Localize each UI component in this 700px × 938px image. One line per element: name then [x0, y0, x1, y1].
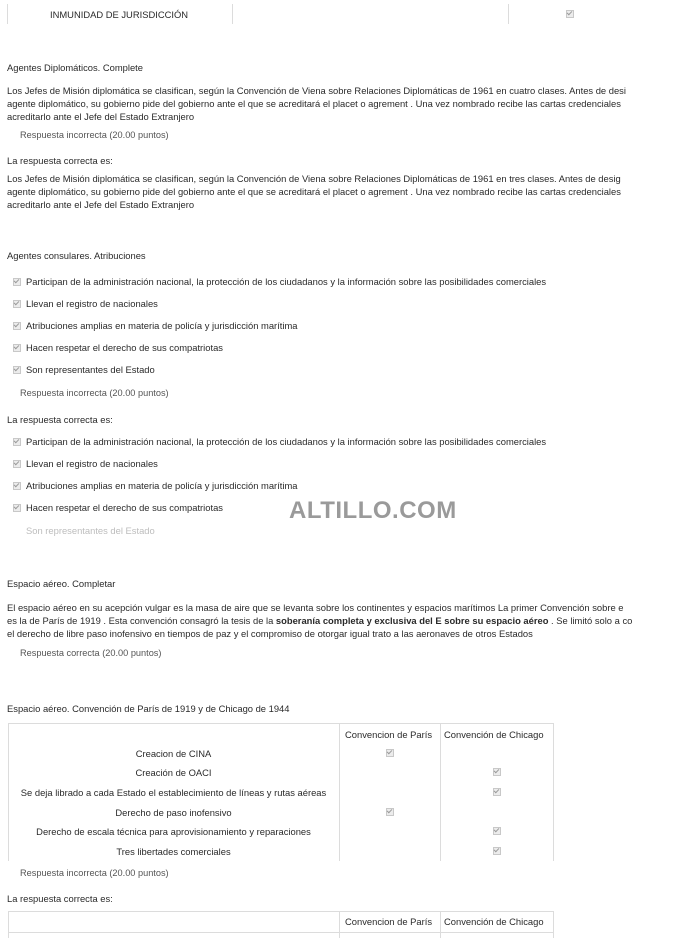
checkbox[interactable]	[386, 808, 394, 816]
table-row-label: INMUNIDAD DE JURISDICCIÓN	[50, 9, 189, 20]
table-border	[339, 723, 340, 861]
answer-line: el derecho de libre paso inofensivo en tiempos de paz y el compromiso de otorgar igual trato a las aeronaves de otros Estados	[7, 628, 533, 639]
status-text: Respuesta correcta (20.00 puntos)	[20, 648, 162, 658]
answer-line: El espacio aéreo en su acepción vulgar es la masa de aire que se levanta sobre los continentes y espacios marítimos La primer Convención sobre e	[7, 602, 624, 613]
checkbox[interactable]	[13, 344, 21, 352]
watermark: ALTILLO.COM	[289, 497, 457, 524]
question-title: Agentes Diplomáticos. Complete	[7, 62, 144, 73]
table-border	[7, 4, 8, 24]
column-header: Convención de Chicago	[444, 916, 544, 927]
table-border	[440, 911, 441, 938]
answer-line: agente diplomático, su gobierno pide del gobierno ante el que se acreditará el placet o agrement . Una vez nombrado recibe las cartas credenciales	[7, 98, 621, 109]
table-border	[8, 723, 553, 724]
status-text: Respuesta incorrecta (20.00 puntos)	[20, 868, 169, 878]
answer-bold: soberanía completa y exclusiva del E sobre su espacio aéreo	[275, 615, 549, 626]
table-row-label: Creación de OACI	[135, 767, 212, 778]
table-border	[232, 4, 233, 24]
correct-answer-line: agente diplomático, su gobierno pide del gobierno ante el que se acreditará el placet o agrement . Una vez nombrado recibe las cartas credenciales	[7, 186, 621, 197]
answer-line	[7, 614, 632, 627]
table-row-label: Se deja librado a cada Estado el establecimiento de líneas y rutas aéreas	[20, 787, 327, 798]
checkbox	[13, 438, 21, 446]
answer-line: acreditarlo ante el Jefe del Estado Extranjero	[7, 111, 195, 122]
checkbox	[13, 482, 21, 490]
correct-answer-label: La respuesta correcta es:	[7, 414, 113, 425]
checkbox	[13, 460, 21, 468]
answer-line: Los Jefes de Misión diplomática se clasifican, según la Convención de Viena sobre Relaciones Diplomáticas de 1961 en cuatro clases. Antes de desi	[7, 85, 626, 96]
table-row-label: Derecho de escala técnica para aprovisionamiento y reparaciones	[36, 826, 311, 837]
checkbox[interactable]	[13, 278, 21, 286]
question-title: Agentes consulares. Atribuciones	[7, 250, 146, 261]
option-label: Hacen respetar el derecho de sus compatriotas	[26, 342, 223, 353]
checkbox[interactable]	[493, 768, 501, 776]
table-border	[8, 911, 9, 938]
table-border	[553, 723, 554, 861]
column-header: Convencion de París	[345, 729, 433, 740]
answer-text: . Se limitó solo a co	[548, 615, 633, 626]
status-text: Respuesta incorrecta (20.00 puntos)	[20, 388, 169, 398]
correct-answer-line: Los Jefes de Misión diplomática se clasifican, según la Convención de Viena sobre Relaciones Diplomáticas de 1961 en tres clases. Antes de desig	[7, 173, 621, 184]
table-border	[339, 911, 340, 938]
table-border	[440, 723, 441, 861]
correct-option-label: Son representantes del Estado	[26, 525, 155, 536]
table-row-label: Tres libertades comerciales	[116, 846, 231, 857]
checkbox[interactable]	[566, 10, 574, 18]
option-label: Atribuciones amplias en materia de policía y jurisdicción marítima	[26, 320, 298, 331]
table-border	[8, 911, 553, 912]
checkbox[interactable]	[386, 749, 394, 757]
table-row-label: Creacion de CINA	[135, 748, 212, 759]
checkbox[interactable]	[13, 366, 21, 374]
option-label: Son representantes del Estado	[26, 364, 155, 375]
correct-answer-label: La respuesta correcta es:	[7, 155, 113, 166]
checkbox[interactable]	[493, 788, 501, 796]
column-header: Convención de Chicago	[444, 729, 544, 740]
option-label: Llevan el registro de nacionales	[26, 298, 158, 309]
checkbox	[13, 504, 21, 512]
status-text: Respuesta incorrecta (20.00 puntos)	[20, 130, 169, 140]
option-label: Participan de la administración nacional, la protección de los ciudadanos y la información sobre las posibilidades comerciales	[26, 276, 547, 287]
correct-option-label: Llevan el registro de nacionales	[26, 458, 158, 469]
correct-answer-label: La respuesta correcta es:	[7, 893, 113, 904]
question-title: Espacio aéreo. Completar	[7, 578, 116, 589]
checkbox[interactable]	[13, 322, 21, 330]
checkbox[interactable]	[13, 300, 21, 308]
checkbox[interactable]	[493, 847, 501, 855]
correct-answer-line: acreditarlo ante el Jefe del Estado Extranjero	[7, 199, 195, 210]
column-header: Convencion de París	[345, 916, 433, 927]
answer-text: es la de París de 1919 . Esta convención consagró la tesis de la	[7, 615, 276, 626]
correct-option-label: Hacen respetar el derecho de sus compatriotas	[26, 502, 223, 513]
table-border	[8, 932, 553, 933]
table-row-label: Derecho de paso inofensivo	[115, 807, 232, 818]
table-border	[553, 911, 554, 938]
checkbox[interactable]	[493, 827, 501, 835]
question-title: Espacio aéreo. Convención de París de 1919 y de Chicago de 1944	[7, 703, 290, 714]
table-border	[508, 4, 509, 24]
correct-option-label: Atribuciones amplias en materia de policía y jurisdicción marítima	[26, 480, 298, 491]
correct-option-label: Participan de la administración nacional, la protección de los ciudadanos y la información sobre las posibilidades comerciales	[26, 436, 547, 447]
